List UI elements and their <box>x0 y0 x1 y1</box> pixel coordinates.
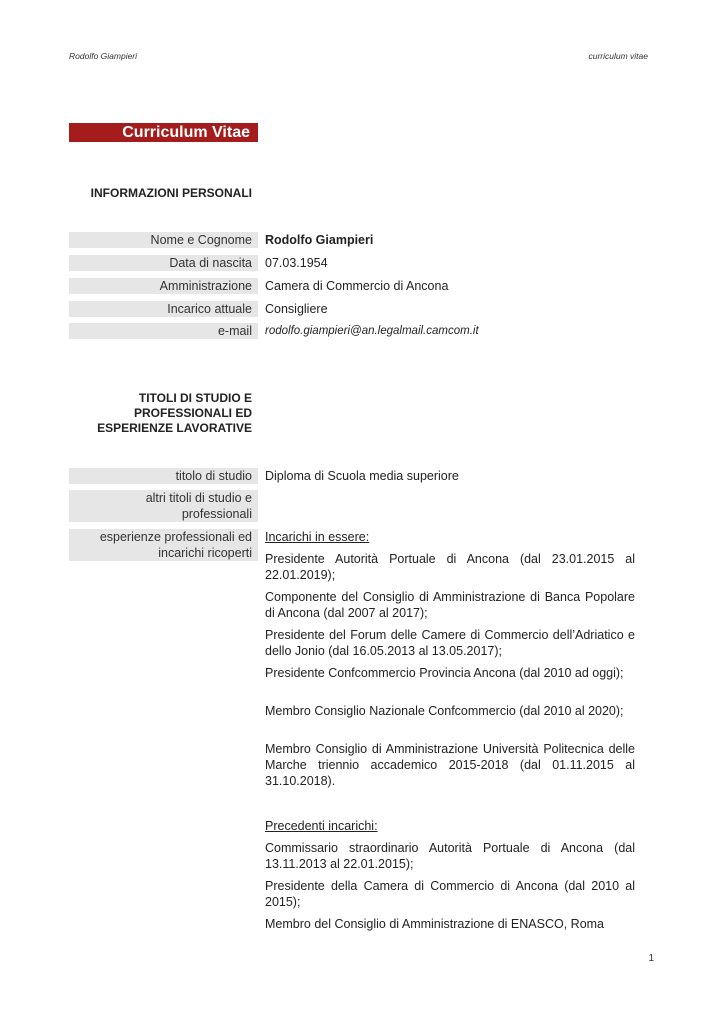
previous-roles-heading: Precedenti incarichi: <box>265 819 378 833</box>
value-administration: Camera di Commercio di Ancona <box>265 279 449 293</box>
document-title: Curriculum Vitae <box>69 123 258 142</box>
label-name: Nome e Cognome <box>69 232 258 248</box>
label-birthdate: Data di nascita <box>69 255 258 271</box>
value-name: Rodolfo Giampieri <box>265 233 374 247</box>
header-author: Rodolfo Giampieri <box>69 51 138 61</box>
personal-info-heading: INFORMAZIONI PERSONALI <box>90 186 252 200</box>
header-doc-type: curriculum vitae <box>588 51 648 61</box>
current-roles-heading: Incarichi in essere: <box>265 530 370 544</box>
previous-role-item: Membro del Consiglio di Amministrazione di ENASCO, Roma <box>265 917 605 931</box>
studies-heading-line-2: PROFESSIONALI ED <box>133 406 252 420</box>
current-role-item: Presidente Confcommercio Provincia Ancona (dal 2010 ad oggi); <box>265 666 624 680</box>
page-number: 1 <box>648 953 654 964</box>
label-other-degrees-line-2: professionali <box>181 507 252 521</box>
label-degree: titolo di studio <box>69 468 258 484</box>
label-experience <box>69 529 258 561</box>
previous-role-item: Presidente della Camera di Commercio di Ancona (dal 2010 al 2015); <box>265 879 635 909</box>
current-role-item: Componente del Consiglio di Amministrazione di Banca Popolare di Ancona (dal 2007 al 2017); <box>265 590 635 620</box>
label-other-degrees <box>69 490 258 522</box>
label-experience-line-1: esperienze professionali ed <box>99 530 252 544</box>
label-administration: Amministrazione <box>69 278 258 294</box>
label-other-degrees-line-1: altri titoli di studio e <box>145 491 252 505</box>
label-email: e-mail <box>69 323 258 339</box>
studies-heading-line-3: ESPERIENZE LAVORATIVE <box>97 421 252 435</box>
current-role-item: Presidente del Forum delle Camere di Commercio dell’Adriatico e dello Jonio (dal 16.05.2013 al 13.05.2017); <box>265 628 635 658</box>
label-current-role: Incarico attuale <box>69 301 258 317</box>
value-current-role: Consigliere <box>265 302 328 316</box>
value-email: rodolfo.giampieri@an.legalmail.camcom.it <box>265 325 479 337</box>
value-degree: Diploma di Scuola media superiore <box>265 469 459 483</box>
previous-role-item: Commissario straordinario Autorità Portuale di Ancona (dal 13.11.2013 al 22.01.2015); <box>265 841 635 871</box>
label-experience-line-2: incarichi ricoperti <box>158 546 252 560</box>
value-birthdate: 07.03.1954 <box>265 256 328 270</box>
current-role-item: Presidente Autorità Portuale di Ancona (dal 23.01.2015 al 22.01.2019); <box>265 552 635 582</box>
current-role-item: Membro Consiglio di Amministrazione Università Politecnica delle Marche triennio accademico 2015-2018 (dal 01.11.2015 al 31.10.2018). <box>265 742 635 788</box>
current-role-item: Membro Consiglio Nazionale Confcommercio (dal 2010 al 2020); <box>265 704 624 718</box>
studies-heading <box>69 391 252 436</box>
studies-heading-line-1: TITOLI DI STUDIO E <box>138 391 252 405</box>
